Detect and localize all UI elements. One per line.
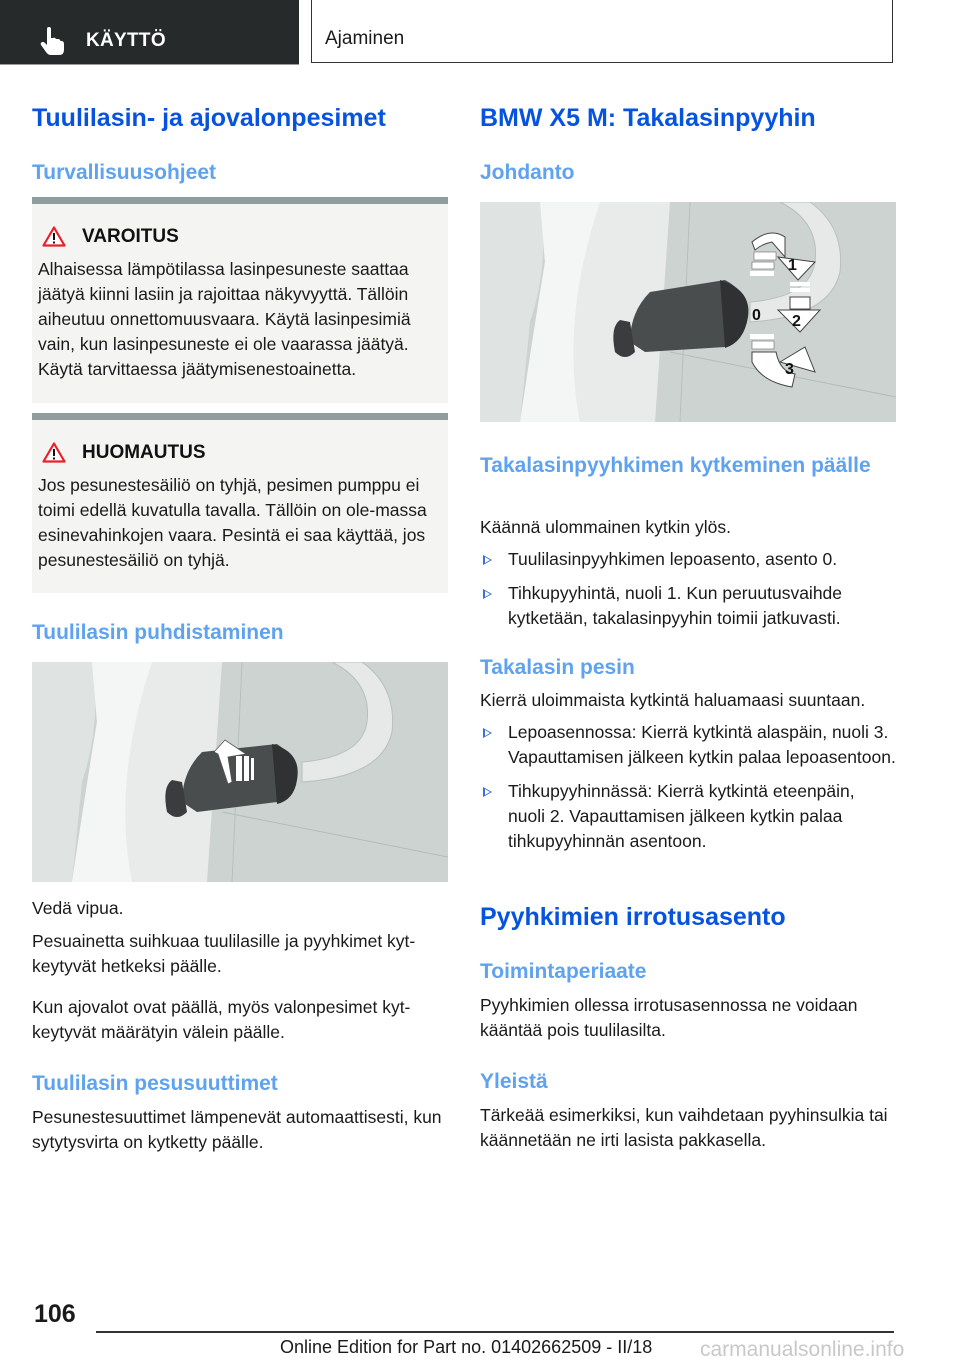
- switch-on-heading: Takalasinpyyhkimen kytkeminen päälle: [480, 454, 871, 477]
- warning-text: Alhaisessa lämpötilassa lasinpesuneste saattaa jäätyä kiinni lasiin ja rajoittaa näkyvyyttä. Tällöin aiheutuu onnettomuusvaara. Käytä lasinpesimiä vain, kun lasinpesuneste ei ole vaarassa jäätyä. Käytä tarvittaessa jäätymisenestoainetta.: [38, 259, 411, 379]
- chapter-tab: [311, 0, 893, 63]
- list-item: Tuulilasinpyyhkimen lepoasento, asento 0.: [480, 547, 896, 572]
- general-heading: Yleistä: [480, 1070, 548, 1093]
- lever-pull-illustration: [32, 662, 448, 882]
- chapter-label: Ajaminen: [325, 28, 405, 49]
- washer-heading: Takalasin pesin: [480, 656, 635, 679]
- edition-text: Online Edition for Part no. 01402662509 - II/18: [280, 1337, 653, 1357]
- principle-heading: Toimintaperiaate: [480, 960, 647, 983]
- triangle-bullet-icon: [483, 787, 492, 797]
- arrow-1-label: 1: [788, 257, 797, 274]
- warning-box: [32, 197, 448, 403]
- cleaning-description: Pesuainetta suihkuaa tuulilasille ja pyyhkimet kyt-keytyvät hetkeksi päälle.: [32, 931, 416, 976]
- warning-title: VAROITUS: [82, 226, 179, 247]
- section-title: Tuulilasin- ja ajovalonpesimet: [32, 104, 386, 132]
- hand-pointer-icon: [40, 27, 64, 55]
- arrow-2-label: 2: [792, 313, 801, 330]
- principle-text: Pyyhkimien ollessa irrotusasennossa ne voidaan kääntää pois tuulilasilta.: [480, 995, 858, 1040]
- washer-text: Kierrä uloimmaista kytkintä haluamaasi suuntaan.: [480, 690, 866, 710]
- page-number: 106: [34, 1300, 76, 1328]
- switch-on-list: [480, 547, 896, 640]
- list-item: Tihkupyyhinnässä: Kierrä kytkintä eteenpäin, nuoli 2. Vapauttamisen jälkeen kytkin palaa tihkupyyhinnän asentoon.: [480, 779, 896, 854]
- nozzles-text: Pesunestesuuttimet lämpenevät automaattisesti, kun sytytysvirta on kytketty päälle.: [32, 1107, 442, 1152]
- cleaning-step: Vedä vipua.: [32, 898, 124, 918]
- notice-title: HUOMAUTUS: [82, 442, 206, 463]
- intro-heading: Johdanto: [480, 161, 575, 184]
- cleaning-heading: Tuulilasin puhdistaminen: [32, 621, 284, 644]
- nozzles-heading: Tuulilasin pesusuuttimet: [32, 1072, 278, 1095]
- general-text: Tärkeää esimerkiksi, kun vaihdetaan pyyhinsulkia tai käännetään ne irti lasista pakkasella.: [480, 1105, 888, 1150]
- service-position-title: Pyyhkimien irrotusasento: [480, 903, 786, 931]
- triangle-bullet-icon: [483, 555, 492, 565]
- section-tab: [0, 0, 299, 65]
- notice-box: [32, 413, 448, 593]
- switch-on-text: Käännä ulommainen kytkin ylös.: [480, 517, 731, 537]
- rear-wiper-title: BMW X5 M: Takalasinpyyhin: [480, 104, 816, 132]
- warning-triangle-icon: [42, 226, 66, 247]
- notice-text: Jos pesunestesäiliö on tyhjä, pesimen pumppu ei toimi edellä kuvatulla tavalla. Tällöin on ole-massa esinevahinkojen vaara. Pesintä ei saa käyttää, jos pesunestesäiliö on tyhjä.: [38, 475, 427, 570]
- washer-list: [480, 720, 896, 863]
- triangle-bullet-icon: [483, 589, 492, 599]
- arrow-3-label: 3: [785, 361, 794, 378]
- list-item: Lepoasennossa: Kierrä kytkintä alaspäin, nuoli 3. Vapauttamisen jälkeen kytkin palaa lepoasentoon.: [480, 720, 896, 770]
- watermark: carmanualsonline.info: [700, 1338, 905, 1361]
- footer-divider: [96, 1331, 894, 1333]
- safety-heading: Turvallisuusohjeet: [32, 161, 216, 184]
- rear-wiper-switch-illustration: [480, 202, 896, 422]
- section-label: KÄYTTÖ: [86, 30, 166, 51]
- triangle-bullet-icon: [483, 728, 492, 738]
- list-item: Tihkupyyhintä, nuoli 1. Kun peruutusvaihde kytketään, takalasinpyyhin toimii jatkuvasti.: [480, 581, 896, 631]
- warning-triangle-icon: [42, 442, 66, 463]
- headlight-washer-description: Kun ajovalot ovat päällä, myös valonpesimet kyt-keytyvät määrätyin välein päälle.: [32, 997, 411, 1042]
- position-0-label: 0: [752, 307, 761, 324]
